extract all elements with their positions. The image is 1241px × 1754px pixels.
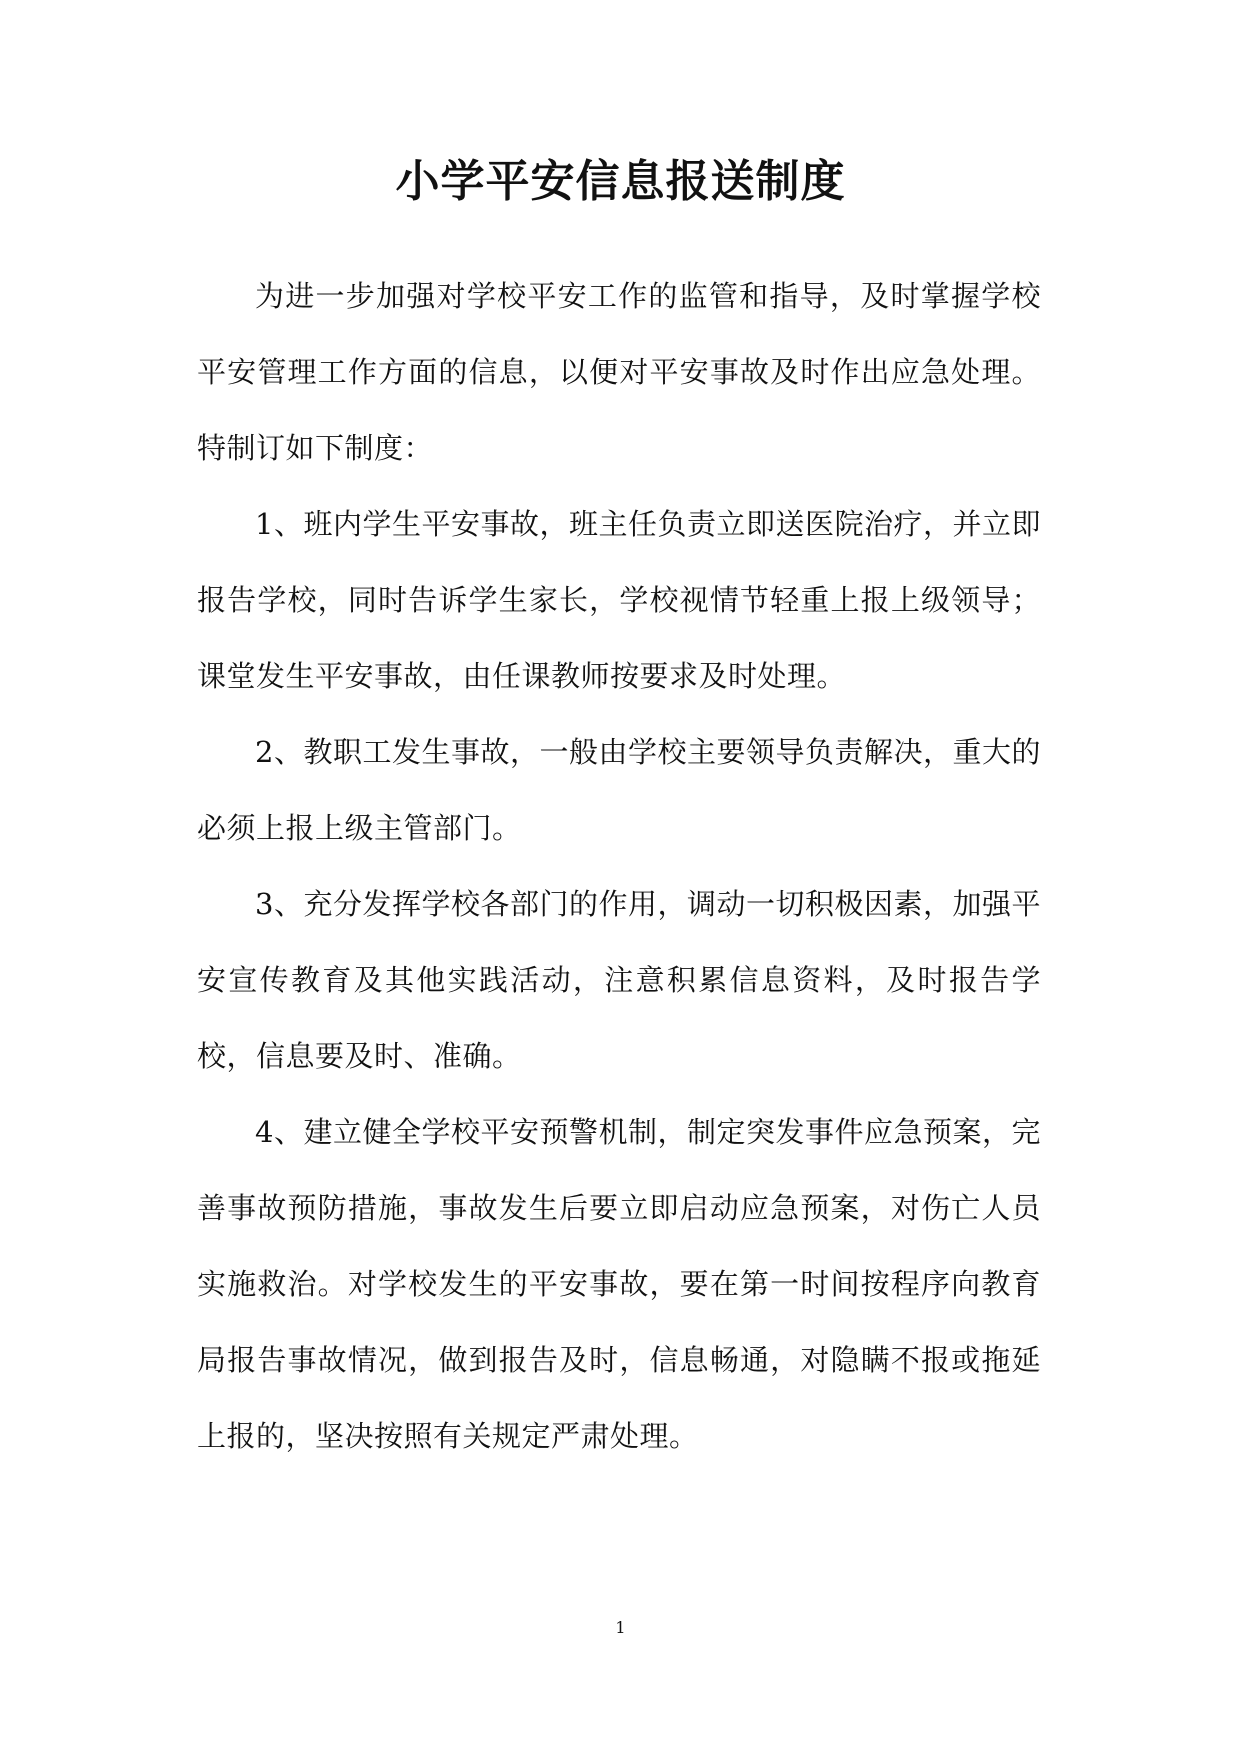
- intro-paragraph: 为进一步加强对学校平安工作的监管和指导，及时掌握学校平安管理工作方面的信息，以便对平安事故及时作出应急处理。特制订如下制度：: [197, 279, 1041, 465]
- rule-paragraph-1: 1、班内学生平安事故，班主任负责立即送医院治疗，并立即报告学校，同时告诉学生家长，学校视情节轻重上报上级领导；课堂发生平安事故，由任课教师按要求及时处理。: [197, 507, 1041, 693]
- document-title: 小学平安信息报送制度: [395, 156, 846, 207]
- page-number: 1: [615, 1618, 626, 1637]
- document-body: [197, 258, 1041, 1474]
- rule-paragraph-3: 3、充分发挥学校各部门的作用，调动一切积极因素，加强平安宣传教育及其他实践活动，注意积累信息资料，及时报告学校，信息要及时、准确。: [197, 887, 1041, 1073]
- rule-paragraph-4: 4、建立健全学校平安预警机制，制定突发事件应急预案，完善事故预防措施，事故发生后要立即启动应急预案，对伤亡人员实施救治。对学校发生的平安事故，要在第一时间按程序向教育局报告事故情况，做到报告及时，信息畅通，对隐瞒不报或拖延上报的，坚决按照有关规定严肃处理。: [197, 1115, 1041, 1453]
- rule-paragraph-2: 2、教职工发生事故，一般由学校主要领导负责解决，重大的必须上报上级主管部门。: [197, 735, 1041, 845]
